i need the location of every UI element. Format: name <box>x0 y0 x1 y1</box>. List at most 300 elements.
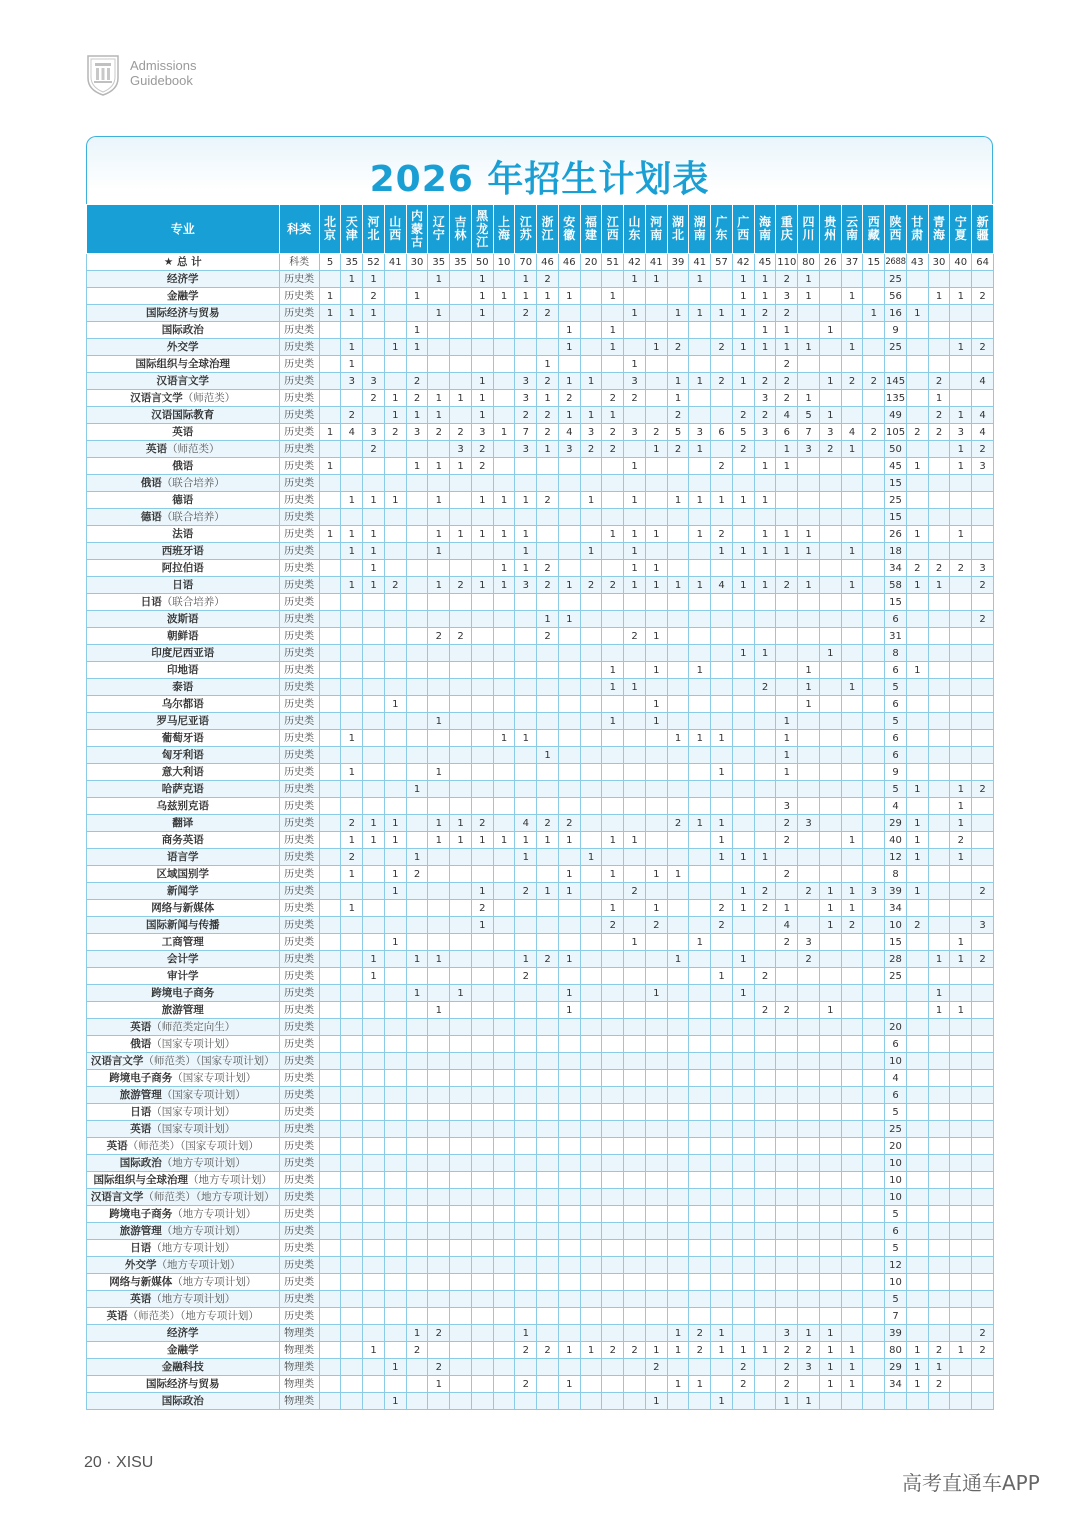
quota-cell <box>928 475 950 492</box>
quota-cell: 1 <box>624 832 646 849</box>
quota-cell <box>711 1036 733 1053</box>
quota-cell: 31 <box>885 628 907 645</box>
quota-cell: 1 <box>711 832 733 849</box>
quota-cell <box>972 713 994 730</box>
quota-cell <box>580 356 602 373</box>
quota-cell: 1 <box>645 560 667 577</box>
quota-cell <box>624 322 646 339</box>
quota-cell: 2 <box>537 951 559 968</box>
quota-cell <box>493 356 515 373</box>
quota-cell: 15 <box>885 934 907 951</box>
quota-cell <box>689 645 711 662</box>
major-cell <box>87 254 280 271</box>
major-name: 哈萨克语 <box>161 782 204 795</box>
quota-cell <box>689 1257 711 1274</box>
quota-cell: 1 <box>798 1325 820 1342</box>
quota-cell <box>406 1189 428 1206</box>
quota-cell <box>776 509 798 526</box>
major-cell <box>87 1155 280 1172</box>
quota-cell <box>602 645 624 662</box>
quota-cell <box>624 815 646 832</box>
quota-cell: 25 <box>885 1121 907 1138</box>
quota-cell: 3 <box>798 1359 820 1376</box>
quota-cell <box>950 1053 972 1070</box>
quota-cell: 1 <box>515 951 537 968</box>
quota-cell: 1 <box>363 492 385 509</box>
quota-cell <box>384 1206 406 1223</box>
quota-cell <box>319 1087 341 1104</box>
quota-cell <box>319 1291 341 1308</box>
quota-cell: 1 <box>754 271 776 288</box>
header-province: 江 西 <box>602 205 624 254</box>
quota-cell <box>906 492 928 509</box>
quota-cell: 3 <box>363 373 385 390</box>
quota-cell <box>819 1393 841 1410</box>
table-row <box>87 1376 994 1393</box>
major-cell <box>87 1189 280 1206</box>
quota-cell <box>798 1223 820 1240</box>
quota-cell: 2 <box>471 441 493 458</box>
quota-cell <box>428 645 450 662</box>
quota-cell: 2 <box>711 917 733 934</box>
quota-cell: 1 <box>645 339 667 356</box>
major-name: 德语 <box>172 493 194 506</box>
quota-cell <box>711 441 733 458</box>
quota-cell: 10 <box>885 1274 907 1291</box>
category-cell: 历史类 <box>279 322 319 339</box>
major-name: 经济学 <box>167 1326 199 1339</box>
quota-cell <box>863 1223 885 1240</box>
quota-cell: 42 <box>624 254 646 271</box>
quota-cell <box>819 356 841 373</box>
quota-cell <box>624 662 646 679</box>
quota-cell <box>471 1070 493 1087</box>
quota-cell <box>863 1036 885 1053</box>
quota-cell <box>711 271 733 288</box>
quota-cell <box>798 1274 820 1291</box>
quota-cell <box>972 815 994 832</box>
quota-cell <box>363 1308 385 1325</box>
quota-cell <box>537 1121 559 1138</box>
quota-cell <box>972 1036 994 1053</box>
quota-cell <box>406 1053 428 1070</box>
quota-cell <box>558 1138 580 1155</box>
quota-cell <box>493 951 515 968</box>
quota-cell <box>580 1104 602 1121</box>
category-cell: 历史类 <box>279 373 319 390</box>
quota-cell: 1 <box>384 866 406 883</box>
category-cell: 科类 <box>279 254 319 271</box>
major-cell <box>87 832 280 849</box>
quota-cell <box>624 1325 646 1342</box>
quota-cell: 2 <box>471 900 493 917</box>
quota-cell: 41 <box>384 254 406 271</box>
quota-cell: 1 <box>798 662 820 679</box>
quota-cell: 2 <box>450 628 472 645</box>
quota-cell <box>732 679 754 696</box>
major-cell <box>87 781 280 798</box>
quota-cell <box>645 1325 667 1342</box>
quota-cell: 1 <box>906 662 928 679</box>
table-row <box>87 1138 994 1155</box>
quota-cell <box>580 1274 602 1291</box>
major-name: 英语 <box>106 1309 128 1322</box>
quota-cell <box>798 509 820 526</box>
header-province: 山 东 <box>624 205 646 254</box>
quota-cell <box>624 1291 646 1308</box>
quota-cell <box>580 1308 602 1325</box>
quota-cell <box>798 1308 820 1325</box>
quota-cell <box>515 1223 537 1240</box>
quota-cell <box>819 1172 841 1189</box>
quota-cell <box>624 866 646 883</box>
quota-cell <box>515 645 537 662</box>
quota-cell <box>363 458 385 475</box>
quota-cell <box>406 1002 428 1019</box>
quota-cell <box>906 543 928 560</box>
major-name: 审计学 <box>167 969 199 982</box>
quota-cell <box>754 1104 776 1121</box>
quota-cell: 1 <box>406 1325 428 1342</box>
quota-cell <box>428 1308 450 1325</box>
quota-cell <box>906 696 928 713</box>
quota-cell <box>906 1257 928 1274</box>
major-cell <box>87 339 280 356</box>
quota-cell <box>667 934 689 951</box>
quota-cell: 2 <box>537 1342 559 1359</box>
quota-cell <box>972 900 994 917</box>
quota-cell <box>537 1019 559 1036</box>
major-note: （国家专项计划） <box>151 1037 236 1050</box>
quota-cell <box>928 883 950 900</box>
category-cell: 历史类 <box>279 1223 319 1240</box>
quota-cell <box>819 1104 841 1121</box>
quota-cell <box>319 645 341 662</box>
major-name: 汉语言文学 <box>90 1054 144 1067</box>
quota-cell <box>711 1308 733 1325</box>
quota-cell <box>732 560 754 577</box>
quota-cell: 1 <box>667 492 689 509</box>
quota-cell <box>950 1274 972 1291</box>
major-name: 金融科技 <box>161 1360 204 1373</box>
quota-cell <box>319 1002 341 1019</box>
quota-cell <box>450 696 472 713</box>
major-name: 跨境电子商务 <box>151 986 215 999</box>
quota-cell <box>471 662 493 679</box>
quota-cell <box>754 594 776 611</box>
quota-cell <box>493 968 515 985</box>
quota-cell: 2 <box>928 560 950 577</box>
quota-cell: 2 <box>732 407 754 424</box>
quota-cell <box>689 322 711 339</box>
quota-cell <box>645 492 667 509</box>
quota-cell <box>515 322 537 339</box>
quota-cell <box>363 696 385 713</box>
quota-cell: 1 <box>819 322 841 339</box>
quota-cell <box>711 985 733 1002</box>
quota-cell: 1 <box>319 288 341 305</box>
quota-cell <box>667 509 689 526</box>
quota-cell <box>928 662 950 679</box>
quota-cell: 29 <box>885 815 907 832</box>
quota-cell: 1 <box>928 288 950 305</box>
quota-cell <box>493 917 515 934</box>
quota-cell: 2 <box>776 390 798 407</box>
quota-cell <box>819 594 841 611</box>
major-name: 日语 <box>140 595 162 608</box>
quota-cell <box>624 1002 646 1019</box>
table-row <box>87 1342 994 1359</box>
quota-cell <box>689 356 711 373</box>
quota-cell <box>950 1036 972 1053</box>
quota-cell <box>406 611 428 628</box>
quota-cell <box>471 1257 493 1274</box>
quota-cell: 1 <box>580 543 602 560</box>
quota-cell <box>645 798 667 815</box>
quota-cell <box>384 1036 406 1053</box>
quota-cell: 1 <box>493 492 515 509</box>
table-row <box>87 1240 994 1257</box>
quota-cell <box>928 713 950 730</box>
quota-cell <box>711 1257 733 1274</box>
header-province: 广 东 <box>711 205 733 254</box>
quota-cell <box>406 645 428 662</box>
quota-cell <box>689 679 711 696</box>
quota-cell <box>928 645 950 662</box>
quota-cell <box>471 594 493 611</box>
quota-cell: 57 <box>711 254 733 271</box>
quota-cell <box>384 1002 406 1019</box>
major-cell <box>87 798 280 815</box>
quota-cell <box>471 1274 493 1291</box>
quota-cell <box>602 543 624 560</box>
quota-cell <box>928 696 950 713</box>
table-row <box>87 305 994 322</box>
quota-cell <box>798 849 820 866</box>
major-name: 英语 <box>130 1122 152 1135</box>
quota-cell: 1 <box>341 832 363 849</box>
major-name: 翻译 <box>172 816 194 829</box>
quota-cell <box>972 271 994 288</box>
quota-cell <box>711 1053 733 1070</box>
quota-cell <box>363 1257 385 1274</box>
quota-cell <box>819 713 841 730</box>
major-name: 经济学 <box>167 272 199 285</box>
quota-cell: 3 <box>624 373 646 390</box>
quota-cell <box>863 662 885 679</box>
table-row <box>87 526 994 543</box>
header-province: 甘 肃 <box>906 205 928 254</box>
quota-cell <box>928 356 950 373</box>
quota-cell <box>558 1155 580 1172</box>
category-cell: 历史类 <box>279 968 319 985</box>
quota-cell <box>819 781 841 798</box>
quota-cell: 1 <box>776 713 798 730</box>
quota-cell <box>471 1036 493 1053</box>
quota-cell: 1 <box>711 1342 733 1359</box>
quota-cell: 1 <box>624 577 646 594</box>
quota-cell <box>972 628 994 645</box>
quota-cell <box>428 1223 450 1240</box>
quota-cell: 1 <box>624 934 646 951</box>
major-cell <box>87 968 280 985</box>
quota-cell: 1 <box>711 730 733 747</box>
quota-cell <box>732 934 754 951</box>
quota-cell <box>580 1002 602 1019</box>
quota-cell <box>384 509 406 526</box>
major-note: （地方专项计划） <box>172 1275 257 1288</box>
quota-cell <box>558 798 580 815</box>
quota-cell <box>341 1070 363 1087</box>
quota-cell <box>689 628 711 645</box>
quota-cell: 9 <box>885 322 907 339</box>
quota-cell <box>624 1274 646 1291</box>
quota-cell: 1 <box>341 577 363 594</box>
quota-cell <box>645 1121 667 1138</box>
quota-cell: 1 <box>950 339 972 356</box>
quota-cell: 1 <box>515 271 537 288</box>
quota-cell <box>819 1087 841 1104</box>
quota-cell: 1 <box>645 696 667 713</box>
quota-cell <box>776 696 798 713</box>
quota-cell <box>928 526 950 543</box>
quota-cell <box>341 441 363 458</box>
major-name: 法语 <box>172 527 194 540</box>
header-province: 黑 龙 江 <box>471 205 493 254</box>
quota-cell <box>471 1308 493 1325</box>
quota-cell: 2 <box>515 305 537 322</box>
quota-cell <box>558 560 580 577</box>
quota-cell <box>319 1138 341 1155</box>
major-cell <box>87 475 280 492</box>
quota-cell <box>602 509 624 526</box>
quota-cell <box>384 985 406 1002</box>
quota-cell <box>537 849 559 866</box>
header-province: 上 海 <box>493 205 515 254</box>
quota-cell <box>558 458 580 475</box>
quota-cell <box>689 1308 711 1325</box>
major-note: （地方专项计划） <box>172 1207 257 1220</box>
quota-cell: 2 <box>798 951 820 968</box>
quota-cell <box>450 781 472 798</box>
quota-cell <box>515 509 537 526</box>
quota-cell <box>450 1002 472 1019</box>
major-name: 英语 <box>130 1292 152 1305</box>
quota-cell <box>493 1376 515 1393</box>
quota-cell: 1 <box>580 492 602 509</box>
quota-cell <box>928 1019 950 1036</box>
quota-cell: 1 <box>906 1342 928 1359</box>
quota-cell <box>928 543 950 560</box>
quota-cell <box>863 509 885 526</box>
quota-cell <box>645 1291 667 1308</box>
quota-cell <box>972 730 994 747</box>
quota-cell: 1 <box>819 1376 841 1393</box>
quota-cell <box>471 628 493 645</box>
quota-cell <box>798 475 820 492</box>
quota-cell <box>384 1138 406 1155</box>
quota-cell <box>928 628 950 645</box>
quota-cell <box>732 1036 754 1053</box>
quota-cell <box>471 1206 493 1223</box>
quota-cell <box>798 1087 820 1104</box>
table-row <box>87 577 994 594</box>
major-name: 跨境电子商务 <box>109 1207 173 1220</box>
quota-cell <box>776 1053 798 1070</box>
quota-cell <box>689 968 711 985</box>
table-row <box>87 781 994 798</box>
quota-cell <box>428 339 450 356</box>
major-name: 金融学 <box>167 1343 199 1356</box>
quota-cell <box>384 1240 406 1257</box>
quota-cell <box>558 1257 580 1274</box>
quota-cell <box>667 1393 689 1410</box>
quota-cell <box>776 1019 798 1036</box>
quota-cell <box>819 1206 841 1223</box>
school-crest-logo <box>86 52 120 96</box>
quota-cell <box>711 713 733 730</box>
quota-cell <box>493 475 515 492</box>
quota-cell <box>798 322 820 339</box>
quota-cell: 1 <box>928 577 950 594</box>
quota-cell <box>602 934 624 951</box>
quota-cell: 2 <box>841 917 863 934</box>
quota-cell <box>537 798 559 815</box>
quota-cell <box>711 934 733 951</box>
quota-cell <box>928 492 950 509</box>
quota-cell <box>558 1240 580 1257</box>
quota-cell: 2 <box>515 1376 537 1393</box>
quota-cell: 5 <box>798 407 820 424</box>
quota-cell: 2 <box>776 815 798 832</box>
quota-cell <box>972 1274 994 1291</box>
quota-cell <box>950 611 972 628</box>
quota-cell <box>754 866 776 883</box>
quota-cell <box>972 1104 994 1121</box>
quota-cell: 1 <box>558 577 580 594</box>
quota-cell <box>428 866 450 883</box>
quota-cell <box>450 288 472 305</box>
quota-cell <box>493 866 515 883</box>
quota-cell <box>558 271 580 288</box>
table-row <box>87 985 994 1002</box>
quota-cell: 3 <box>950 424 972 441</box>
quota-cell <box>341 1036 363 1053</box>
quota-cell: 49 <box>885 407 907 424</box>
quota-cell <box>689 560 711 577</box>
quota-cell <box>450 492 472 509</box>
quota-cell <box>580 594 602 611</box>
quota-cell: 2 <box>754 968 776 985</box>
quota-cell: 2 <box>776 1376 798 1393</box>
quota-cell <box>319 1155 341 1172</box>
quota-cell: 1 <box>428 390 450 407</box>
quota-cell: 25 <box>885 271 907 288</box>
quota-cell <box>319 934 341 951</box>
quota-cell: 1 <box>689 305 711 322</box>
quota-cell: 2 <box>863 424 885 441</box>
quota-cell <box>624 475 646 492</box>
header-province: 浙 江 <box>537 205 559 254</box>
quota-cell <box>928 1087 950 1104</box>
quota-cell <box>450 883 472 900</box>
quota-cell <box>341 713 363 730</box>
quota-cell: 52 <box>363 254 385 271</box>
quota-cell: 10 <box>885 1189 907 1206</box>
quota-cell <box>950 1223 972 1240</box>
quota-cell: 1 <box>863 305 885 322</box>
quota-cell <box>319 1189 341 1206</box>
